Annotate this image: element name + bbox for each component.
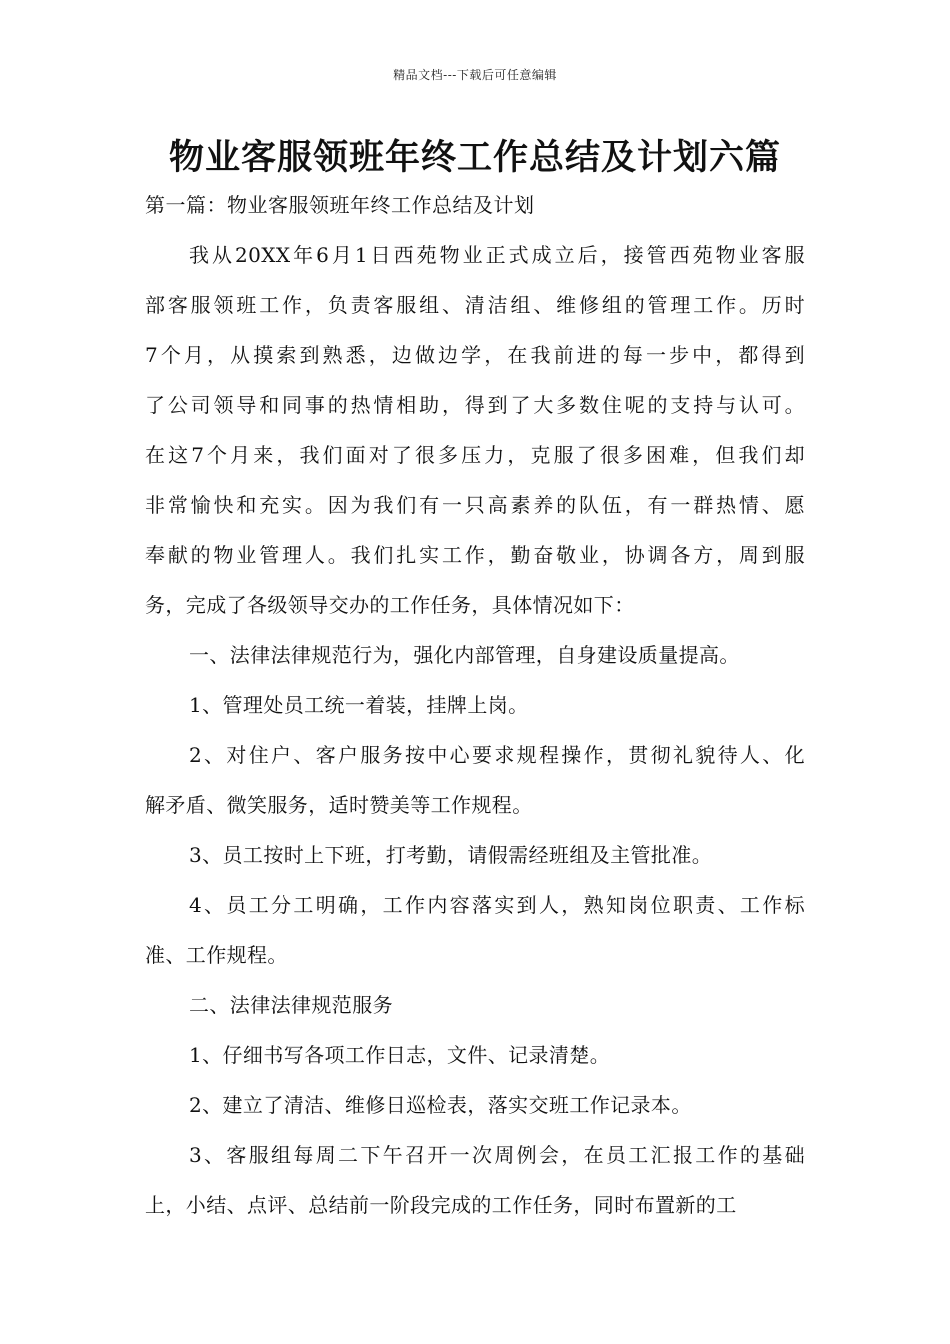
paragraph-line: 我从20XX年6月1日西苑物业正式成立后，接管西苑物业客服 [189, 243, 805, 267]
paragraph [145, 1030, 805, 1080]
paragraph-line: 4、员工分工明确，工作内容落实到人，熟知岗位职责、工作标 [189, 893, 805, 917]
paragraph [145, 880, 805, 980]
paragraph-line: 2、建立了清洁、维修日巡检表，落实交班工作记录本。 [189, 1093, 692, 1117]
paragraph [145, 630, 805, 680]
paragraph [145, 980, 805, 1030]
paragraph-line: 1、管理处员工统一着装，挂牌上岗。 [189, 693, 529, 717]
paragraph-line: 一、法律法律规范行为，强化内部管理，自身建设质量提高。 [189, 643, 740, 667]
paragraph-line: 解矛盾、微笑服务，适时赞美等工作规程。 [145, 793, 533, 817]
paragraph [145, 1080, 805, 1130]
paragraph-line: 7个月，从摸索到熟悉，边做边学，在我前进的每一步中，都得到 [145, 343, 805, 367]
paragraph-line: 非常愉快和充实。因为我们有一只高素养的队伍，有一群热情、愿 [145, 493, 805, 517]
document-body [145, 230, 805, 1230]
paragraph-line: 2、对住户、客户服务按中心要求规程操作，贯彻礼貌待人、化 [189, 743, 805, 767]
paragraph-line: 奉献的物业管理人。我们扎实工作，勤奋敬业，协调各方，周到服 [145, 543, 805, 567]
paragraph-line: 部客服领班工作，负责客服组、清洁组、维修组的管理工作。历时 [145, 293, 805, 317]
paragraph-line: 了公司领导和同事的热情相助，得到了大多数住呢的支持与认可。 [145, 393, 805, 417]
paragraph [145, 680, 805, 730]
paragraph-line: 3、员工按时上下班，打考勤，请假需经班组及主管批准。 [189, 843, 713, 867]
paragraph-line: 二、法律法律规范服务 [189, 993, 393, 1017]
paragraph [145, 830, 805, 880]
paragraph [145, 1130, 805, 1230]
paragraph-line: 上，小结、点评、总结前一阶段完成的工作任务，同时布置新的工 [145, 1193, 737, 1217]
paragraph-line: 1、仔细书写各项工作日志，文件、记录清楚。 [189, 1043, 611, 1067]
paragraph [145, 730, 805, 830]
header-note: 精品文档---下载后可任意编辑 [393, 68, 557, 82]
section-subtitle: 第一篇：物业客服领班年终工作总结及计划 [145, 193, 535, 217]
paragraph-line: 3、客服组每周二下午召开一次周例会，在员工汇报工作的基础 [189, 1143, 805, 1167]
paragraph-line: 在这7个月来，我们面对了很多压力，克服了很多困难，但我们却 [145, 443, 805, 467]
paragraph-line: 务，完成了各级领导交办的工作任务，具体情况如下： [145, 593, 635, 617]
paragraph [145, 230, 805, 630]
document-title: 物业客服领班年终工作总结及计划六篇 [168, 137, 781, 178]
paragraph-line: 准、工作规程。 [145, 943, 288, 967]
